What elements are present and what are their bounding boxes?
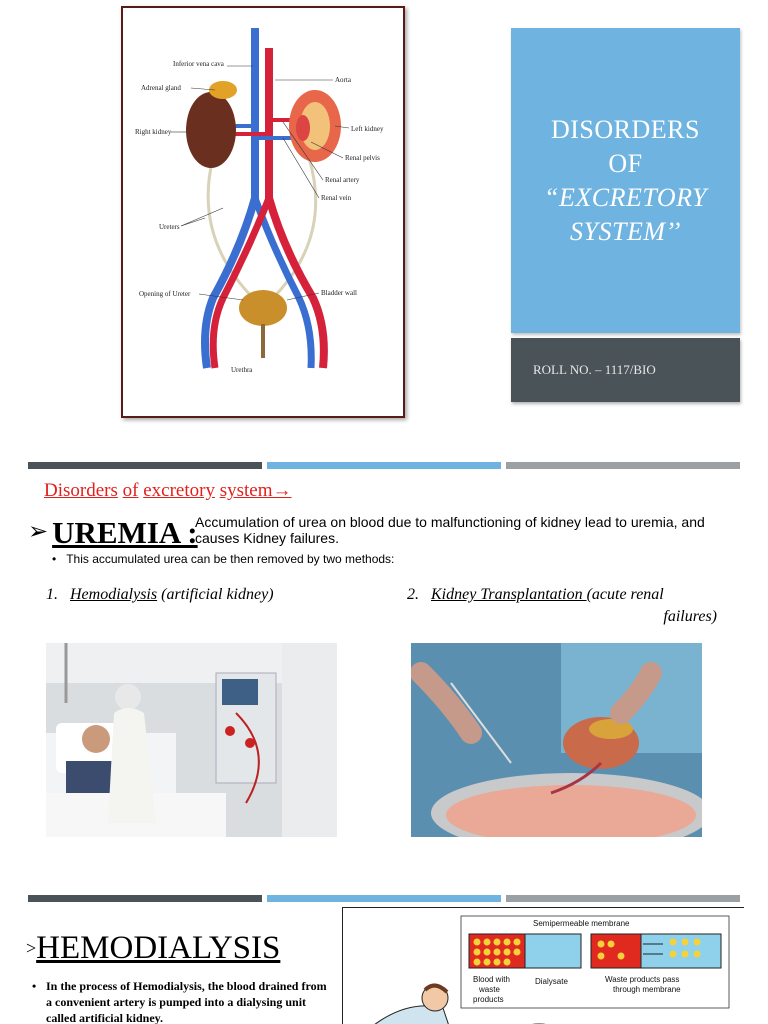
separator-dark (28, 462, 262, 469)
hemo-text-body: In the process of Hemodialysis, the blood drained from a convenient artery is pumped into a dialysing unit called artificial kidney. (46, 979, 327, 1024)
method1-number: 1. (46, 586, 58, 603)
diagram-waste-label-2: through membrane (613, 985, 681, 994)
hemo-title-text: HEMODIALYSIS (36, 930, 281, 966)
method2-name: Kidney Transplantation (431, 586, 587, 603)
separator-blue (267, 462, 501, 469)
bullet-dot: • (32, 979, 37, 993)
label-inferior-vena-cava: Inferior vena cava (173, 60, 224, 68)
diagram-dialysate-label: Dialysate (535, 977, 568, 986)
hemodialysis-title (26, 930, 280, 967)
diagram-membrane-label: Semipermeable membrane (533, 919, 630, 928)
arrow-bullet-icon: ➢ (28, 517, 49, 545)
separator-blue-2 (267, 895, 501, 902)
roll-number (511, 338, 740, 402)
roll-number-text: ROLL NO. – 1117/BIO (533, 362, 656, 377)
uremia-heading (28, 514, 198, 552)
title-box (511, 28, 740, 333)
label-urethra: Urethra (231, 366, 253, 374)
heading-word-3: excretory (143, 480, 215, 501)
dialysis-diagram (342, 907, 744, 1024)
label-ureters: Ureters (159, 223, 180, 231)
uremia-description: Accumulation of urea on blood due to malfunctioning of kidney lead to uremia, and causes Kidney failures. (195, 514, 705, 546)
title-line-2: OF (608, 148, 643, 178)
method-hemodialysis (46, 584, 274, 606)
method2-number: 2. (407, 586, 419, 603)
title-line-1: DISORDERS (551, 114, 700, 144)
label-renal-artery: Renal artery (325, 176, 360, 184)
diagram-blood-label-3: products (473, 995, 504, 1004)
uremia-bullet: • This accumulated urea can be then removed by two methods: (52, 552, 394, 566)
heading-word-4: system→ (219, 480, 292, 501)
method1-name: Hemodialysis (70, 586, 158, 603)
label-right-kidney: Right kidney (135, 128, 172, 136)
hemo-prefix: > (26, 938, 37, 958)
diagram-blood-label: Blood with (473, 975, 510, 984)
label-bladder-wall: Bladder wall (321, 289, 357, 297)
label-renal-vein: Renal vein (321, 194, 352, 202)
heading-word-2: of (122, 480, 139, 501)
title-line-4: SYSTEM’’ (570, 216, 681, 246)
label-left-kidney: Left kidney (351, 125, 384, 133)
separator-dark-2 (28, 895, 262, 902)
label-aorta: Aorta (335, 76, 351, 84)
diagram-waste-label: Waste products pass (605, 975, 680, 984)
label-opening-of-ureter: Opening of Ureter (139, 290, 191, 298)
diagram-blood-label-2: waste (479, 985, 500, 994)
method2-rest: (acute renal (586, 586, 664, 603)
transplant-photo (411, 643, 702, 837)
label-adrenal-gland: Adrenal gland (141, 84, 181, 92)
separator-grey-2 (506, 895, 740, 902)
anatomy-illustration (121, 6, 405, 418)
method2-rest2: failures) (663, 608, 717, 625)
heading-word-1: Disorders (44, 480, 118, 501)
title-line-3: “EXCRETORY (544, 182, 707, 212)
hemodialysis-text (32, 978, 332, 1024)
label-renal-pelvis: Renal pelvis (345, 154, 380, 162)
separator-grey (506, 462, 740, 469)
method-kidney-transplant (407, 584, 717, 628)
uremia-title: UREMIA : (52, 515, 198, 550)
disorders-heading (44, 480, 291, 502)
method1-rest: (artificial kidney) (157, 586, 274, 603)
hemodialysis-photo (46, 643, 337, 837)
